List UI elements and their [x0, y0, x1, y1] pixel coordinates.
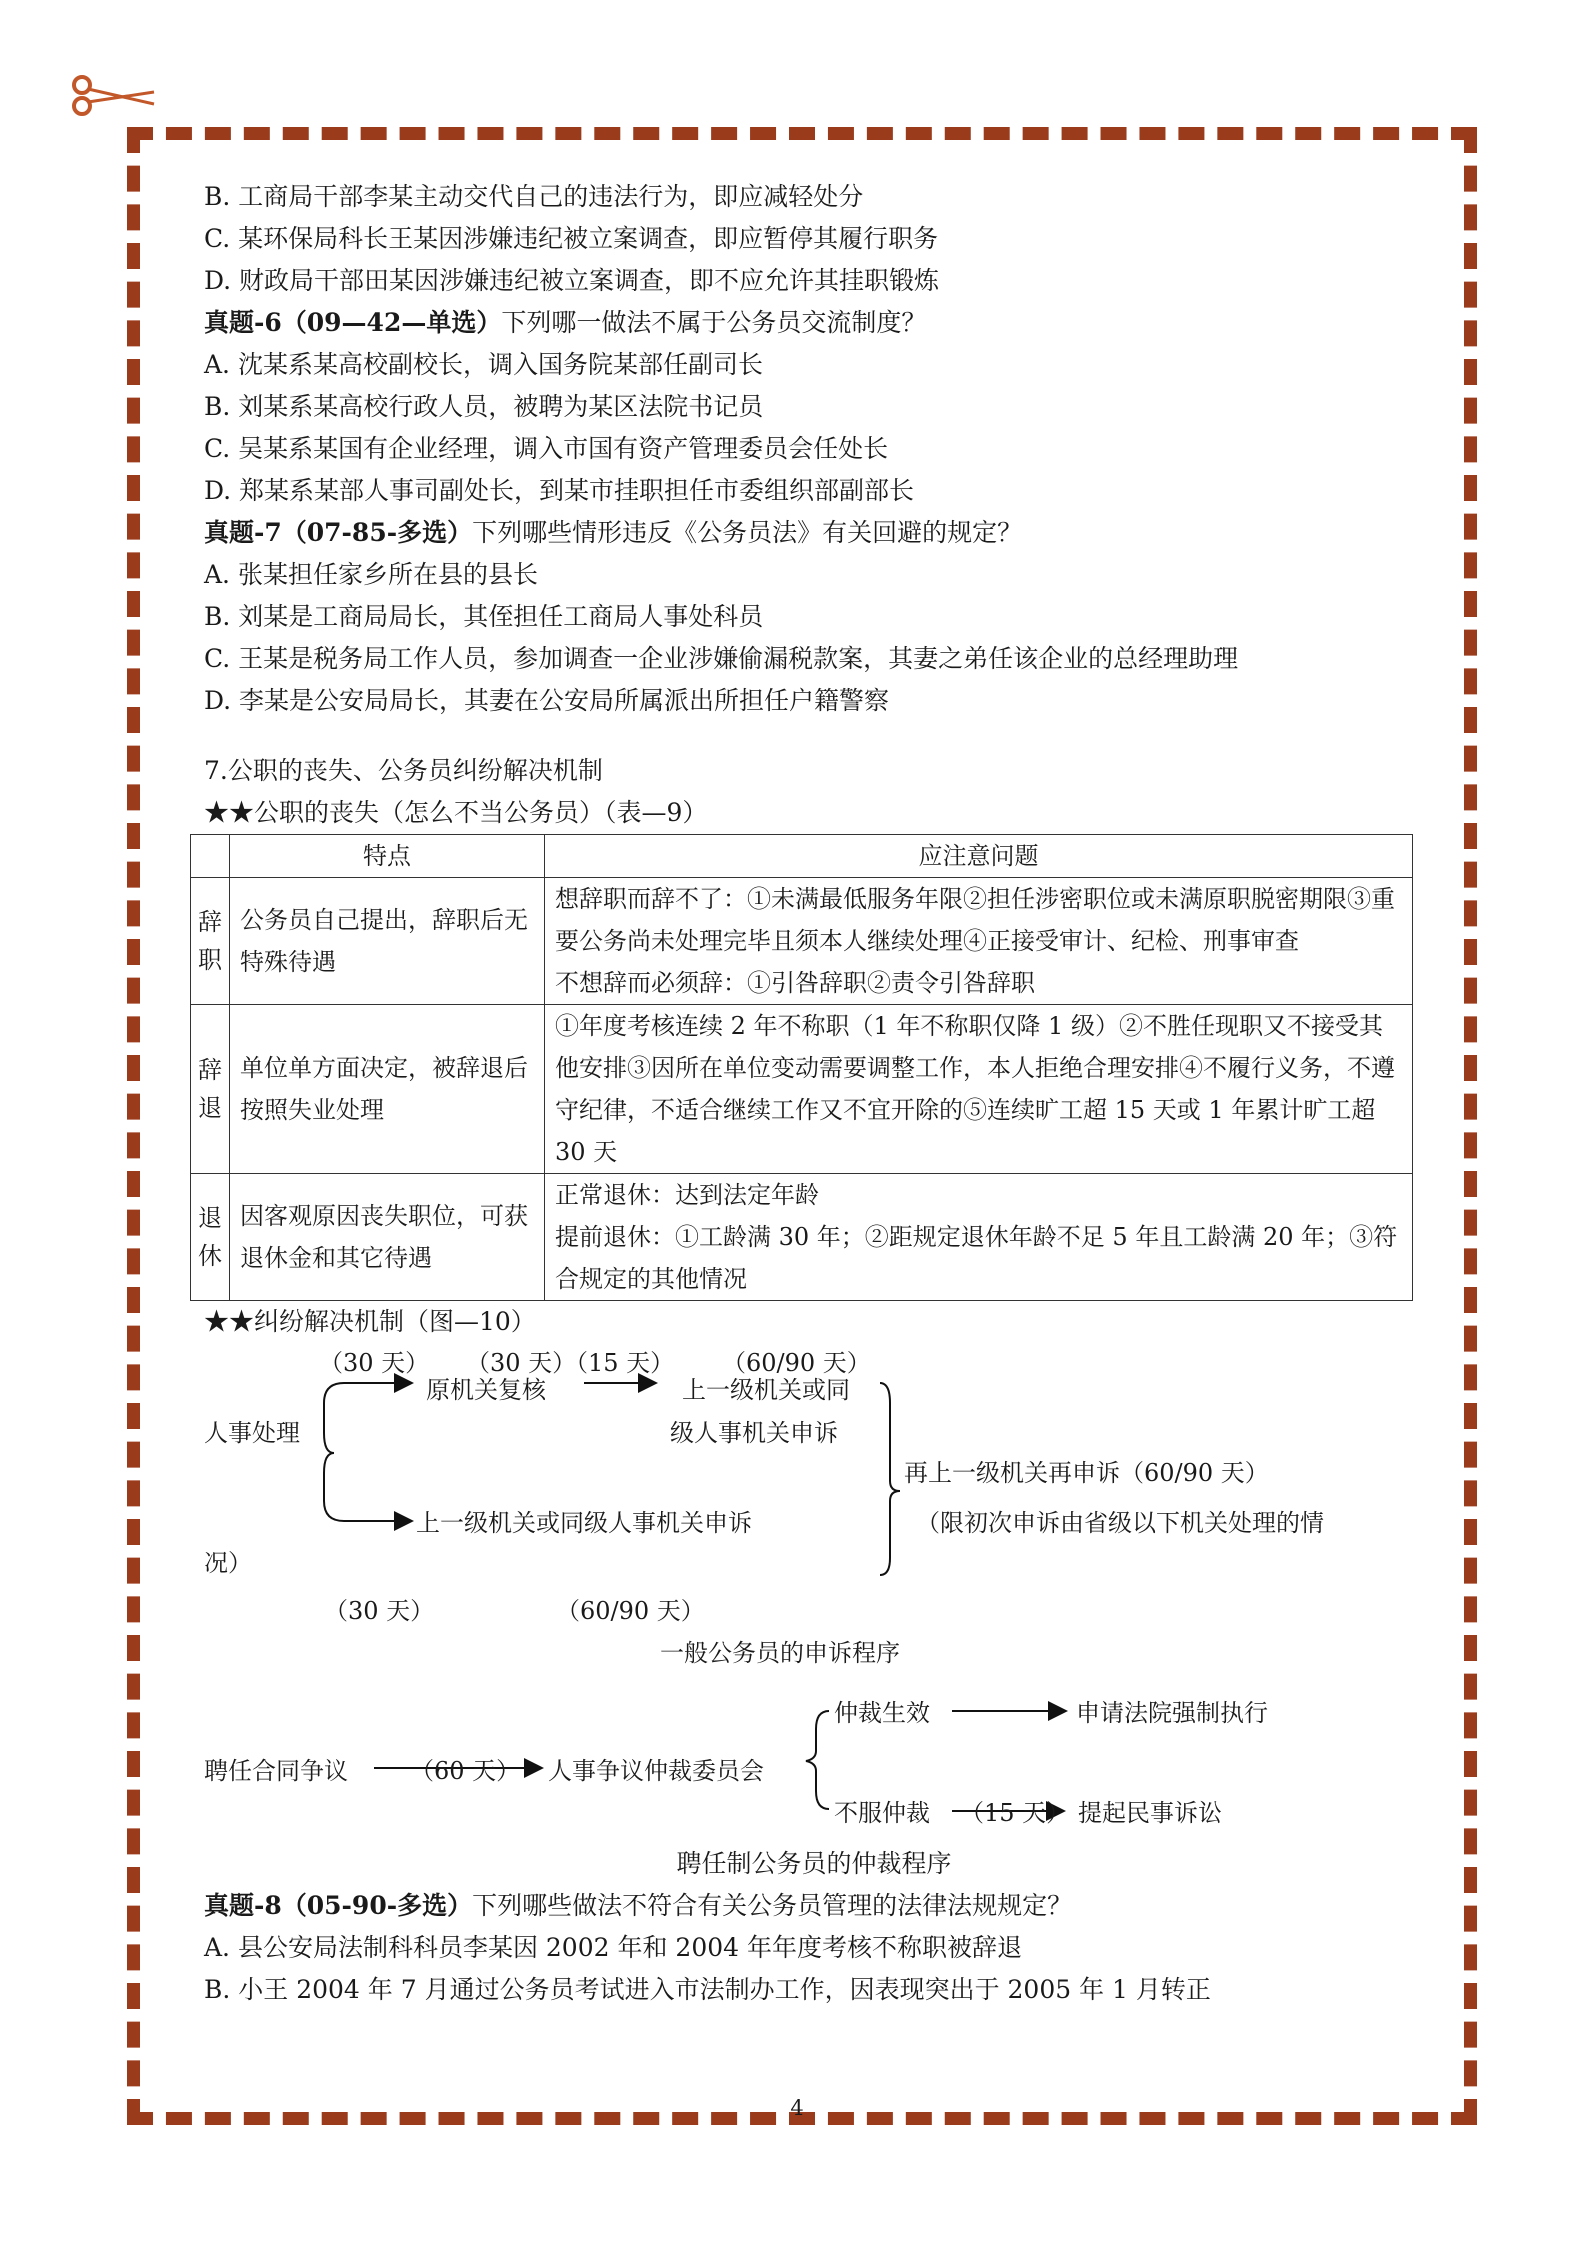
question-stem: 下列哪些做法不符合有关公务员管理的法律法规规定？: [472, 1891, 1073, 1920]
appeal-flowchart: [204, 1343, 1424, 1843]
flow-caption: 一般公务员的申诉程序: [660, 1639, 900, 1667]
option-line: A. 沈某系某高校副校长，调入国务院某部任副司长: [204, 350, 763, 379]
row-key: 辞职: [191, 878, 230, 1005]
option-line: D. 财政局干部田某因涉嫌违纪被立案调查，即不应允许其挂职锻炼: [204, 266, 940, 295]
table-9: [190, 834, 1413, 1301]
flow-caption: 聘任制公务员的仲裁程序: [676, 1849, 952, 1878]
time-label: （60/90 天）: [556, 1597, 705, 1625]
flow-node: 人事处理: [204, 1419, 300, 1447]
time-label: （30 天）: [324, 1597, 435, 1625]
section-heading: 7.公职的丧失、公务员纠纷解决机制: [204, 756, 603, 785]
option-line: D. 李某是公安局局长，其妻在公安局所属派出所担任户籍警察: [204, 686, 890, 715]
flow-node: 不服仲裁: [834, 1799, 930, 1827]
flow-note: 况）: [204, 1549, 252, 1577]
row-note-line: 正常退休：达到法定年龄: [555, 1181, 819, 1209]
table-corner: [191, 835, 230, 878]
option-line: D. 郑某系某部人事司副处长，到某市挂职担任市委组织部副部长: [204, 476, 915, 505]
table-row: [191, 1005, 1413, 1174]
row-note-line: ①年度考核连续 2 年不称职（1 年不称职仅降 1 级）②不胜任现职又不接受其他安排③因所在单位变动需要调整工作，本人拒绝合理安排④不履行义务，不遵守纪律，不适合继续工作又不宜开除的⑤连续旷工超 15 天或 1 年累计旷工超 30 天: [555, 1012, 1395, 1166]
flow-node: 仲裁生效: [834, 1699, 930, 1727]
table-row: [191, 1174, 1413, 1301]
time-label: （30 天）: [466, 1349, 577, 1377]
question-7: [204, 512, 1424, 554]
figure-caption: ★★纠纷解决机制（图—10）: [204, 1307, 536, 1336]
flow-node: 再上一级机关再申诉（60/90 天）: [904, 1459, 1269, 1487]
flow-node: 上一级机关或同: [682, 1376, 850, 1404]
row-note-line: 想辞职而辞不了：①未满最低服务年限②担任涉密职位或未满原职脱密期限③重要公务尚未处理完毕且须本人继续处理④正接受审计、纪检、刑事审查: [555, 885, 1395, 955]
row-note: [545, 878, 1413, 1005]
row-feature: 公务员自己提出，辞职后无特殊待遇: [230, 878, 545, 1005]
time-label: （30 天）: [319, 1349, 430, 1377]
scissors-icon: [70, 70, 156, 120]
flow-node: 聘任合同争议: [204, 1757, 348, 1785]
option-line: B. 工商局干部李某主动交代自己的违法行为，即应减轻处分: [204, 182, 864, 211]
option-line: C. 吴某系某国有企业经理，调入市国有资产管理委员会任处长: [204, 434, 889, 463]
row-note: [545, 1005, 1413, 1174]
row-key: 辞退: [191, 1005, 230, 1174]
table-header: 应注意问题: [545, 835, 1413, 878]
flow-node: 申请法院强制执行: [1076, 1699, 1268, 1727]
page-content: [198, 176, 1424, 2011]
row-key: 退休: [191, 1174, 230, 1301]
option-line: B. 小王 2004 年 7 月通过公务员考试进入市法制办工作，因表现突出于 2005 年 1 月转正: [204, 1975, 1211, 2004]
row-note-line: 提前退休：①工龄满 30 年；②距规定退休年龄不足 5 年且工龄满 20 年；③符合规定的其他情况: [555, 1223, 1398, 1293]
question-tag: 真题-6（09—42—单选）: [204, 308, 502, 337]
flow-note: （限初次申诉由省级以下机关处理的情: [916, 1509, 1324, 1537]
option-line: C. 王某是税务局工作人员，参加调查一企业涉嫌偷漏税款案，其妻之弟任该企业的总经理助理: [204, 644, 1239, 673]
flow-node: 人事争议仲裁委员会: [548, 1757, 764, 1785]
question-stem: 下列哪一做法不属于公务员交流制度？: [501, 308, 927, 337]
question-stem: 下列哪些情形违反《公务员法》有关回避的规定？: [472, 518, 1023, 547]
time-label: （15 天）: [960, 1799, 1071, 1827]
option-line: C. 某环保局科长王某因涉嫌违纪被立案调查，即应暂停其履行职务: [204, 224, 939, 253]
option-line: A. 县公安局法制科科员李某因 2002 年和 2004 年年度考核不称职被辞退: [204, 1933, 1022, 1962]
row-note-line: 不想辞而必须辞：①引咎辞职②责令引咎辞职: [555, 969, 1035, 997]
question-tag: 真题-7（07-85-多选）: [204, 518, 473, 547]
table-row: [191, 878, 1413, 1005]
option-line: A. 张某担任家乡所在县的县长: [204, 560, 538, 589]
question-tag: 真题-8（05-90-多选）: [204, 1891, 473, 1920]
table-caption: ★★公职的丧失（怎么不当公务员）（表—9）: [204, 798, 708, 827]
page-number: 4: [790, 2096, 804, 2120]
row-note: [545, 1174, 1413, 1301]
flow-node: 提起民事诉讼: [1078, 1799, 1222, 1827]
question-8: [204, 1885, 1424, 1927]
question-6: [204, 302, 1424, 344]
row-feature: 因客观原因丧失职位，可获退休金和其它待遇: [230, 1174, 545, 1301]
time-label: （15 天）: [564, 1349, 675, 1377]
option-line: B. 刘某是工商局局长，其侄担任工商局人事处科员: [204, 602, 764, 631]
option-line: B. 刘某系某高校行政人员，被聘为某区法院书记员: [204, 392, 764, 421]
time-label: （60/90 天）: [722, 1349, 871, 1377]
flow-node: 原机关复核: [426, 1376, 546, 1404]
table-header: 特点: [230, 835, 545, 878]
row-feature: 单位单方面决定，被辞退后按照失业处理: [230, 1005, 545, 1174]
time-label: （60 天）: [410, 1757, 521, 1785]
flow-node: 级人事机关申诉: [670, 1419, 838, 1447]
flow-node: 上一级机关或同级人事机关申诉: [416, 1509, 752, 1537]
